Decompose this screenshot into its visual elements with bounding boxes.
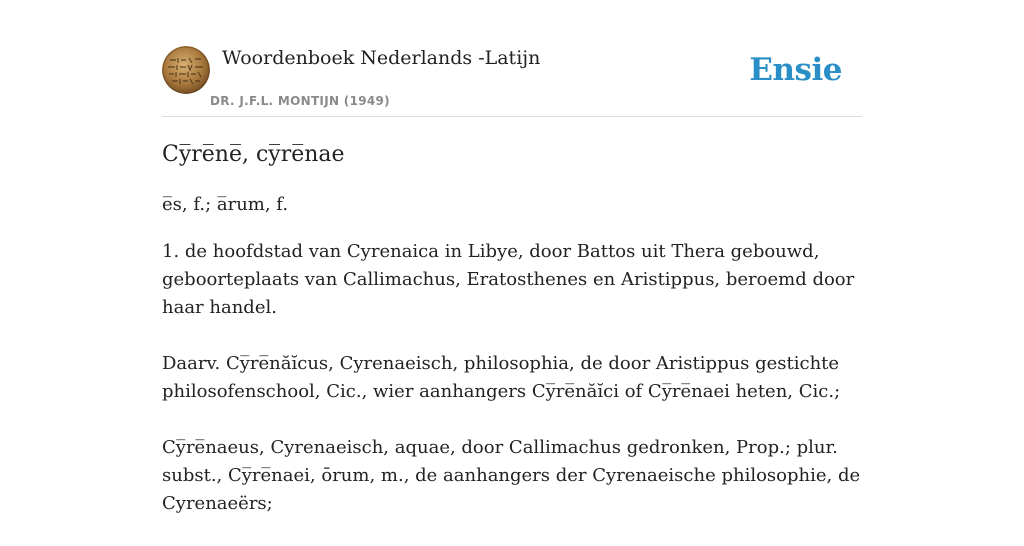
entry-content [162,140,862,546]
dictionary-author: DR. J.F.L. MONTIJN (1949) [210,94,390,108]
dictionary-avatar[interactable] [162,46,210,94]
site-header [162,46,862,117]
definition-paragraph: 1. de hoofdstad van Cyrenaica in Libye, door Battos uit Thera gebouwd, geboorteplaats van Callimachus, Eratosthenes en Aristippus, beroemd door haar handel. [162,241,855,318]
entry-definition [162,238,862,518]
ensie-logo[interactable]: Ensie [749,52,842,88]
definition-paragraph: Daarv. Cy̅re̅năĭcus, Cyrenaeisch, philosophia, de door Aristippus gestichte philosofenschool, Cic., wier aanhangers Cy̅re̅năĭci of Cy̅re̅naei heten, Cic.; [162,353,841,402]
definition-paragraph: Cy̅re̅naeus, Cyrenaeisch, aquae, door Callimachus gedronken, Prop.; plur. subst., Cy̅re̅naei, ōrum, m., de aanhangers der Cyrenaeische philosophie, de Cyrenaeërs; [162,437,861,514]
dictionary-title[interactable]: Woordenboek Nederlands -Latijn [222,47,541,69]
ancient-inscription-coin-icon [162,46,210,94]
entry-grammar: e̅s, f.; a̅rum, f. [162,194,289,215]
entry-headword: Cy̅re̅ne̅, cy̅re̅nae [162,142,345,167]
